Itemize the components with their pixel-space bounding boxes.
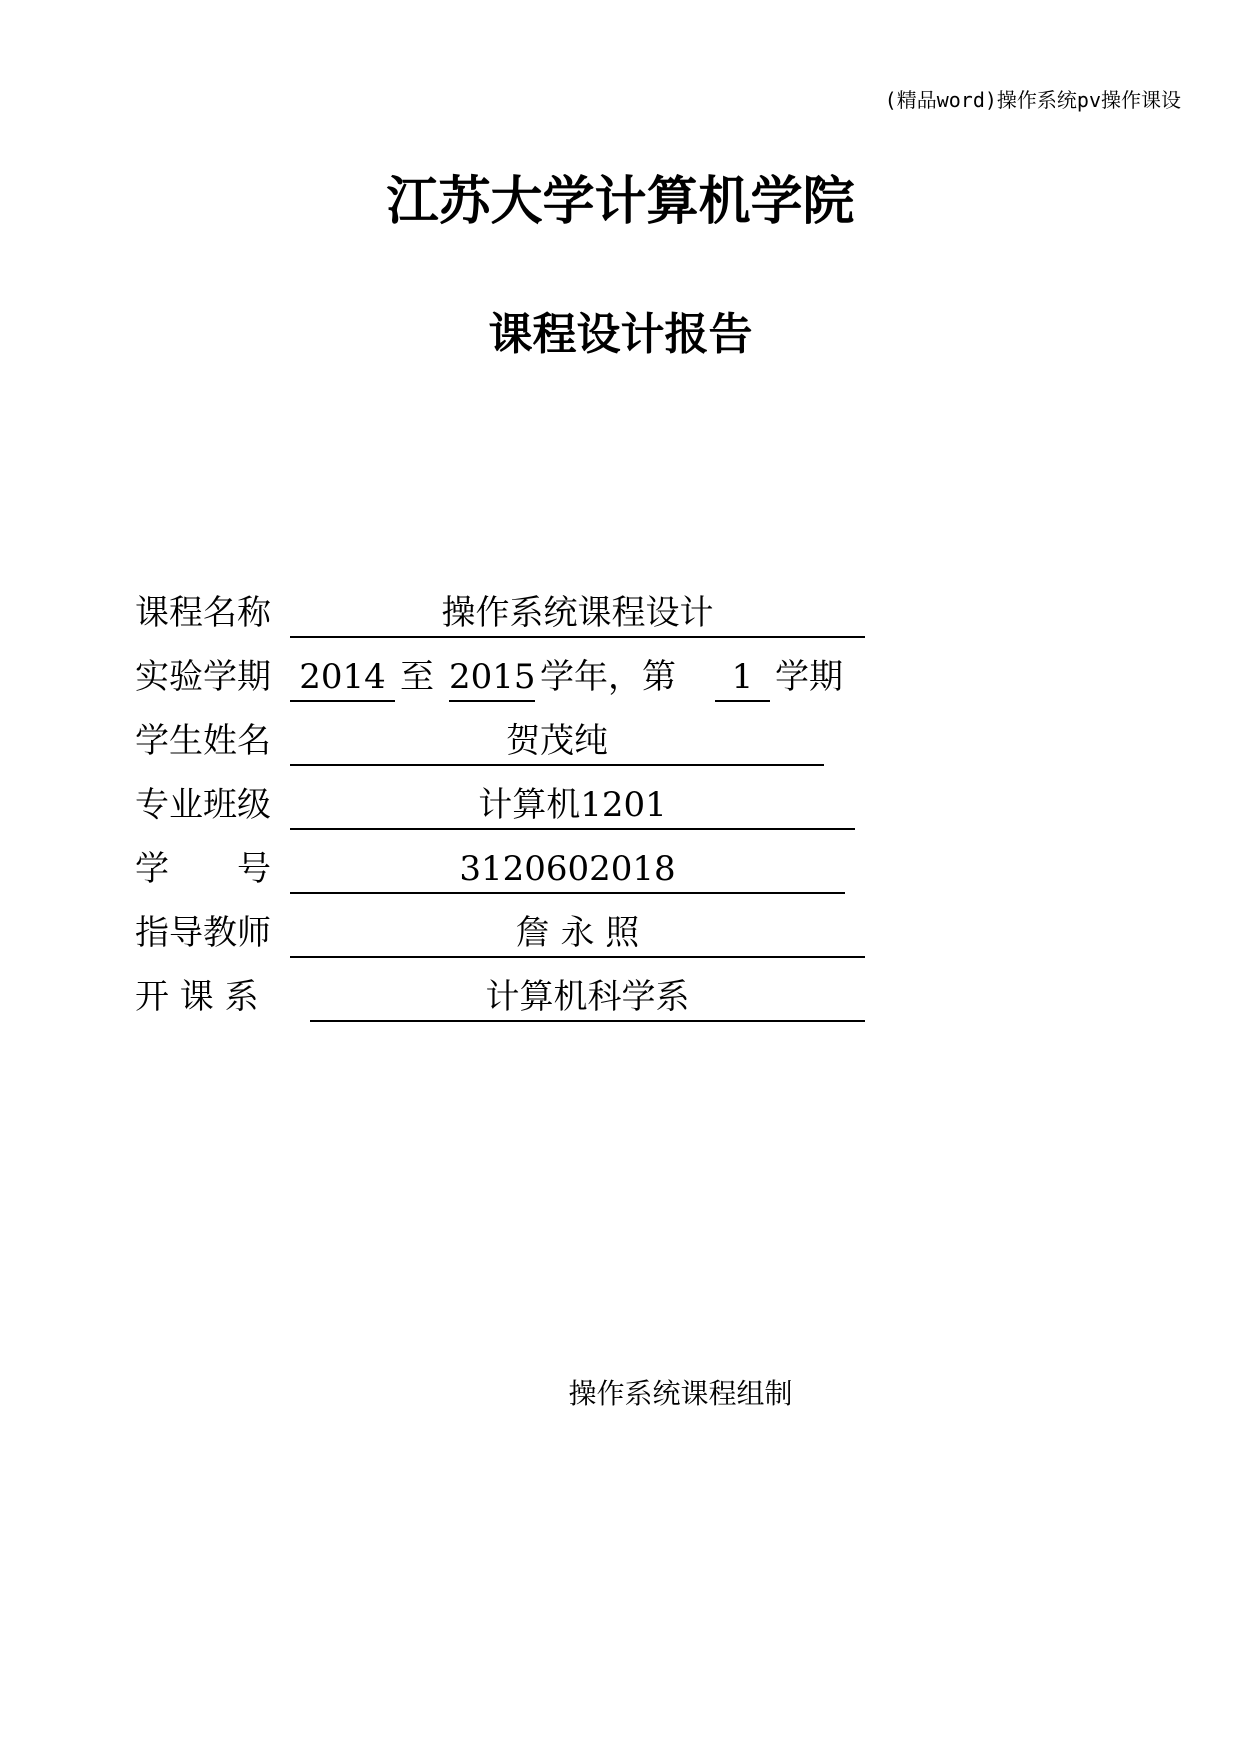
term-number: 1 [715, 652, 770, 702]
footer-credit: 操作系统课程组制 [568, 1377, 793, 1410]
course-value: 操作系统课程设计 [290, 588, 865, 638]
class-value: 计算机1201 [290, 780, 855, 830]
advisor-label: 指导教师 [135, 913, 271, 953]
advisor-value: 詹 永 照 [290, 908, 865, 958]
student-value: 贺茂纯 [290, 716, 824, 766]
school-year-text: 学年，第 [540, 657, 676, 697]
course-label: 课程名称 [135, 593, 271, 633]
department-label: 开 课 系 [135, 977, 259, 1017]
student-label: 学生姓名 [135, 721, 271, 761]
year-end: 2015 [449, 652, 535, 702]
to-text: 至 [400, 657, 434, 697]
student-id-label: 学 号 [135, 849, 271, 889]
report-title: 课程设计报告 [488, 309, 753, 360]
term-suffix: 学期 [775, 657, 843, 697]
class-label: 专业班级 [135, 785, 271, 825]
semester-label: 实验学期 [135, 657, 271, 697]
student-id-value: 3120602018 [290, 844, 845, 894]
running-header: (精品word)操作系统pv操作课设 [884, 88, 1181, 112]
department-value: 计算机科学系 [310, 972, 865, 1022]
year-start: 2014 [290, 652, 395, 702]
institution-title: 江苏大学计算机学院 [386, 172, 855, 232]
